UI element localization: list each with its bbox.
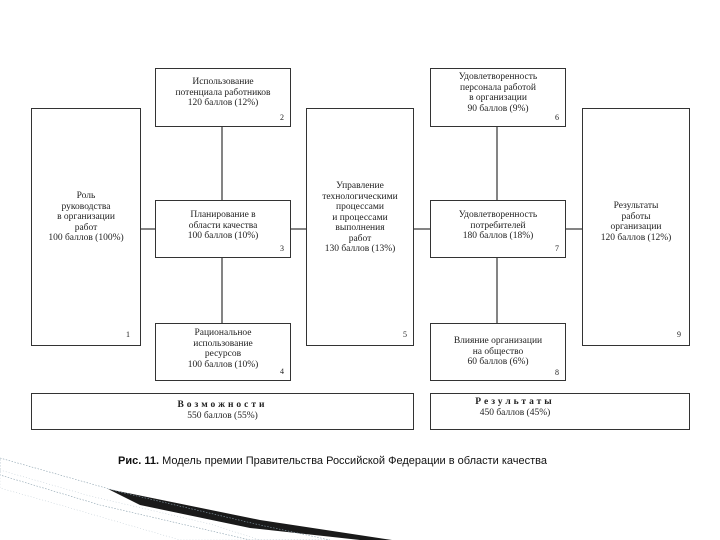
box-business-results: [582, 108, 690, 346]
box-number: 6: [555, 113, 559, 122]
box-number: 4: [280, 367, 284, 376]
box-line: Использование: [192, 77, 254, 87]
summary-value: 550 баллов (55%): [187, 410, 258, 421]
box-text: [431, 210, 565, 242]
box-line: 90 баллов (9%): [467, 103, 529, 114]
box-line: 130 баллов (13%): [324, 244, 396, 254]
box-number: 3: [280, 244, 284, 253]
box-society-impact: [430, 323, 566, 381]
box-line: потребителей: [470, 220, 526, 231]
box-number: 9: [677, 330, 681, 339]
box-employee-potential: [155, 68, 291, 127]
box-process-management: [306, 108, 414, 346]
box-text: [156, 328, 290, 370]
box-line: 180 баллов (18%): [462, 231, 534, 241]
box-number: 8: [555, 368, 559, 377]
box-line: и процессами: [332, 212, 388, 223]
box-line: персонала работой: [459, 82, 537, 93]
box-number: 1: [126, 330, 130, 339]
box-quality-planning: [155, 200, 291, 258]
box-line: 60 баллов (6%): [467, 357, 529, 367]
box-text: [307, 181, 413, 255]
summary-value: 450 баллов (45%): [479, 407, 551, 418]
box-line: 100 баллов (10%): [187, 359, 259, 370]
box-line: работ: [74, 222, 98, 233]
box-line: потенциала работников: [175, 87, 271, 98]
box-line: 120 баллов (12%): [600, 232, 672, 243]
box-text: [32, 191, 140, 244]
box-line: Удовлетворенность: [458, 210, 538, 220]
summary-text: [341, 397, 689, 418]
box-line: Планирование в: [190, 210, 256, 220]
box-number: 5: [403, 330, 407, 339]
box-customer-satisfaction: [430, 200, 566, 258]
figure-caption: [118, 455, 547, 467]
box-resource-use: [155, 323, 291, 381]
box-line: 100 баллов (10%): [187, 231, 259, 241]
box-line: работ: [348, 233, 372, 244]
summary-title: Результаты: [475, 397, 555, 407]
box-line: Управление: [336, 181, 384, 191]
box-text: [431, 72, 565, 114]
box-line: Роль: [76, 191, 96, 201]
box-text: [431, 336, 565, 368]
figure-caption-text: Модель премии Правительства Российской Федерации в области качества: [159, 455, 548, 467]
box-line: технологическими: [322, 191, 398, 202]
box-staff-satisfaction: [430, 68, 566, 127]
box-line: Результаты: [613, 201, 659, 211]
box-line: Рациональное: [194, 328, 252, 338]
box-line: Влияние организации: [453, 336, 543, 346]
box-line: организации: [610, 222, 662, 232]
figure-caption-label: Рис. 11.: [118, 455, 160, 467]
box-text: [156, 210, 290, 242]
box-text: [156, 77, 290, 109]
box-line: выполнения: [335, 223, 385, 233]
box-line: 120 баллов (12%): [187, 98, 259, 108]
box-leadership-role: [31, 108, 141, 346]
box-number: 2: [280, 113, 284, 122]
box-line: на общество: [472, 346, 524, 357]
box-number: 7: [555, 244, 559, 253]
summary-title: Возможности: [177, 400, 268, 410]
box-line: 100 баллов (100%): [48, 233, 124, 243]
box-line: в организации: [469, 93, 527, 103]
box-line: процессами: [336, 202, 384, 212]
box-line: в организации: [57, 212, 115, 222]
box-line: Удовлетворенность: [458, 72, 538, 82]
box-line: работы: [621, 211, 651, 222]
box-line: ресурсов: [204, 349, 242, 359]
box-line: руководства: [61, 201, 111, 212]
box-line: использование: [193, 338, 253, 349]
box-text: [583, 201, 689, 243]
summary-results: [430, 393, 690, 430]
box-line: области качества: [188, 220, 258, 231]
